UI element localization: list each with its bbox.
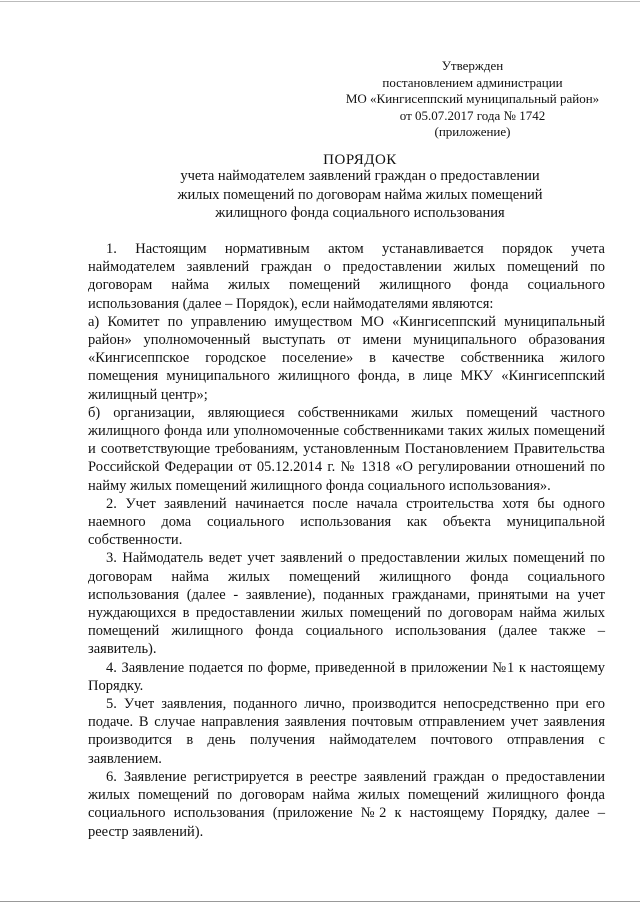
bottom-border-line [0, 901, 640, 902]
paragraph-1a: а) Комитет по управлению имуществом МО «Кингисеппский муниципальный район» уполномоченный выступать от имени муниципального образования «Кингисеппское городское поселение» в качестве собственника жилого помещения муниципального жилищного фонда, в лице МКУ «Кингисеппский жилищный центр»; [88, 313, 605, 403]
subtitle-line-3: жилищного фонда социального использования [215, 205, 505, 221]
approval-line-5: (приложение) [434, 124, 511, 139]
paragraph-3: 3. Наймодатель ведет учет заявлений о предоставлении жилых помещений по договорам найма жилых помещений жилищного фонда социального использования (далее - заявление), поданных гражданами, принятыми на учет нуждающихся в предоставлении жилых помещений по договорам найма жилых помещений жилищного фонда социального использования (далее также – заявитель). [88, 550, 605, 658]
approval-line-3: МО «Кингисеппский муниципальный район» [345, 91, 600, 106]
subtitle-line-1: учета наймодателем заявлений граждан о предоставлении [180, 168, 540, 184]
paragraph-1b: б) организации, являющиеся собственниками жилых помещений частного жилищного фонда или уполномоченные собственниками таких жилых помещений и соответствующие требованиям, установленным Постановлением Правительства Российской Федерации от 05.12.2014 г. № 1318 «О регулировании отношений по найму жилых помещений жилищного фонда социального использования». [88, 404, 605, 494]
document-title: ПОРЯДОК [323, 152, 397, 168]
paragraph-5: 5. Учет заявления, поданного лично, производится непосредственно при его подаче. В случае направления заявления почтовым отправлением учет заявления производится в день получения наймодателем почтового отправления с заявлением. [88, 696, 605, 767]
approval-line-2: постановлением администрации [382, 74, 563, 90]
approval-block [330, 58, 615, 141]
approval-line-4: от 05.07.2017 года № 1742 [399, 107, 546, 123]
subtitle-line-2: жилых помещений по договорам найма жилых помещений [177, 186, 543, 203]
approval-line-1: Утвержден [441, 58, 504, 73]
paragraph-1: 1. Настоящим нормативным актом устанавливается порядок учета наймодателем заявлений граждан о предоставлении жилых помещений по договорам найма жилых помещений жилищного фонда социального использования (далее – Порядок), если наймодателями являются: [88, 241, 605, 312]
paragraph-2: 2. Учет заявлений начинается после начала строительства хотя бы одного наемного дома социального использования как объекта муниципальной собственности. [88, 495, 605, 549]
top-border-line [0, 1, 640, 2]
document-subtitle [60, 167, 640, 223]
paragraph-4: 4. Заявление подается по форме, приведенной в приложении №1 к настоящему Порядку. [88, 659, 605, 694]
paragraph-6: 6. Заявление регистрируется в реестре заявлений граждан о предоставлении жилых помещений по договорам найма жилых помещений жилищного фонда социального использования (приложение №2 к настоящему Порядку, далее – реестр заявлений). [88, 768, 605, 840]
document-body [88, 240, 605, 841]
